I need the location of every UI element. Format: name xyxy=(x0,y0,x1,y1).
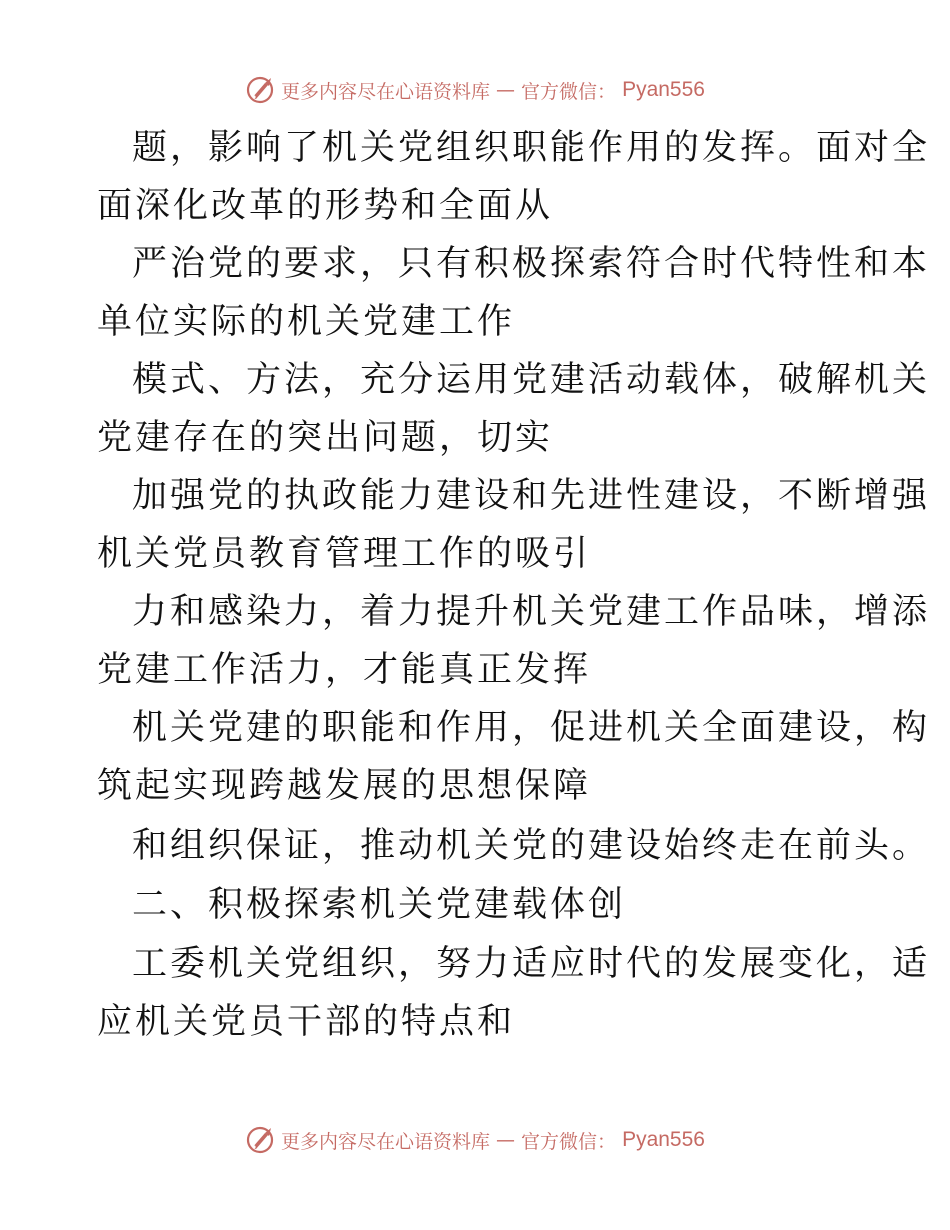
text-line: 筑起实现跨越发展的思想保障 xyxy=(97,766,592,806)
text-line: 力和感染力，着力提升机关党建工作品味，增添 xyxy=(132,592,931,632)
text-line: 机关党员教育管理工作的吸引 xyxy=(97,534,592,574)
watermark-dash: — xyxy=(496,79,516,101)
watermark-wechat-label: 官方微信： xyxy=(521,1130,617,1153)
text-line: 单位实际的机关党建工作 xyxy=(97,302,516,342)
text-line: 面深化改革的形势和全面从 xyxy=(97,186,554,226)
watermark-wechat-label: 官方微信： xyxy=(521,80,617,103)
text-line: 加强党的执政能力建设和先进性建设，不断增强 xyxy=(132,476,931,516)
text-line: 党建存在的突出问题，切实 xyxy=(97,418,554,458)
text-line: 党建工作活力，才能真正发挥 xyxy=(97,650,592,690)
watermark-site-text: 更多内容尽在心语资料库 xyxy=(281,1130,491,1153)
footer-watermark xyxy=(0,1123,950,1157)
text-line: 题，影响了机关党组织职能作用的发挥。面对全 xyxy=(132,128,931,168)
text-line: 和组织保证，推动机关党的建设始终走在前头。 xyxy=(132,826,931,866)
watermark-wechat-id: Pyan556 xyxy=(622,78,705,101)
quill-pen-logo-icon xyxy=(245,1125,275,1155)
watermark-site-text: 更多内容尽在心语资料库 xyxy=(281,80,491,103)
watermark-dash: — xyxy=(496,1129,516,1151)
text-line: 工委机关党组织，努力适应时代的发展变化，适 xyxy=(132,944,931,984)
text-line: 模式、方法，充分运用党建活动载体，破解机关 xyxy=(132,360,931,400)
section-heading: 二、积极探索机关党建载体创 xyxy=(132,885,627,925)
text-line: 严治党的要求，只有积极探索符合时代特性和本 xyxy=(132,244,931,284)
text-line: 机关党建的职能和作用，促进机关全面建设，构 xyxy=(132,708,931,748)
text-line: 应机关党员干部的特点和 xyxy=(97,1002,516,1042)
watermark-wechat-id: Pyan556 xyxy=(622,1128,705,1151)
